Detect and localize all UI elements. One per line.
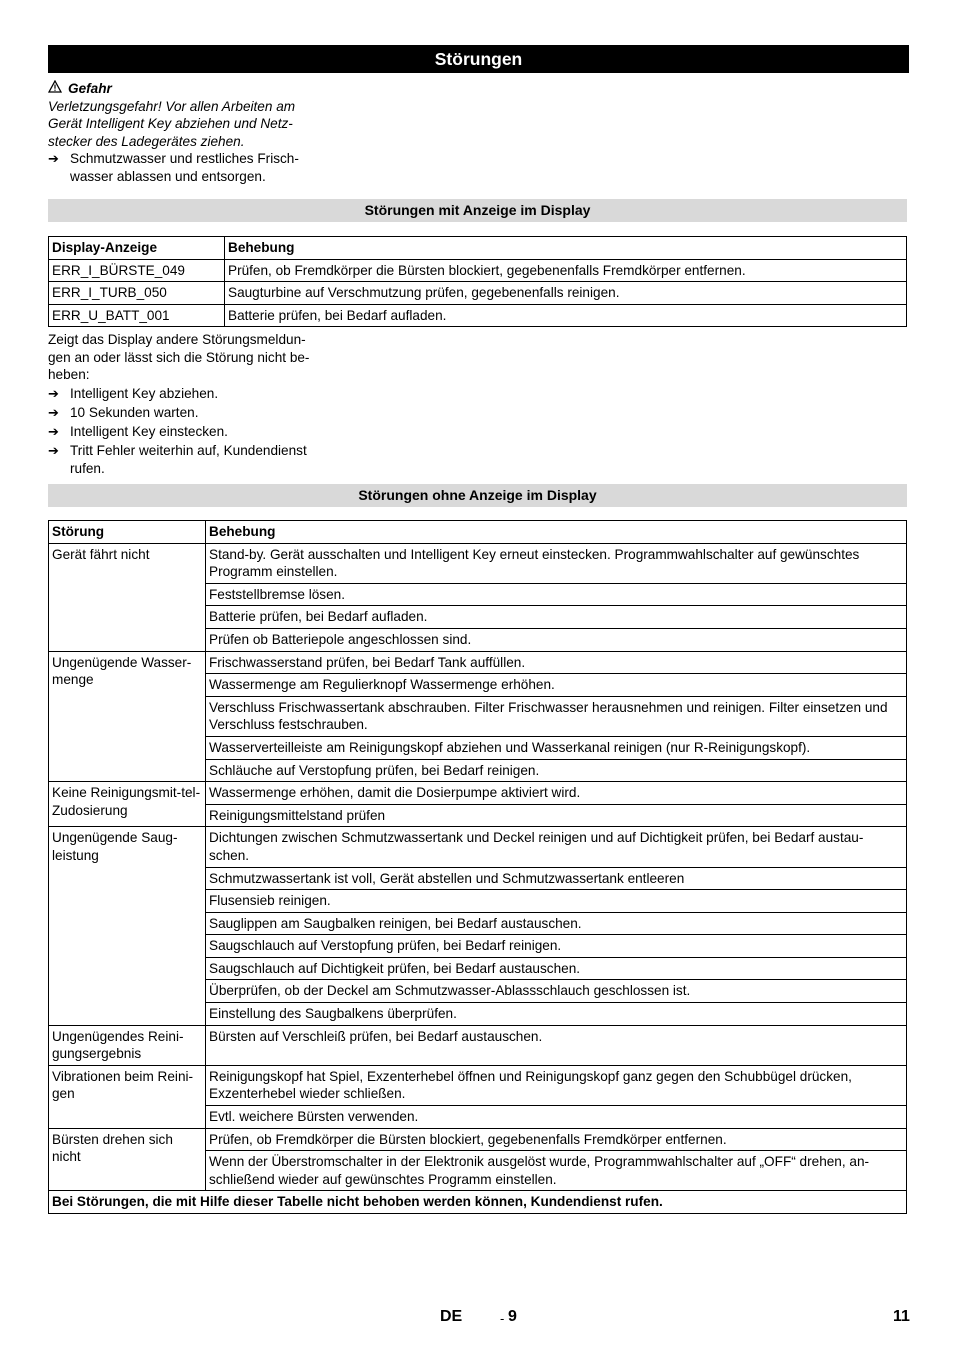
section-heading-display: Störungen mit Anzeige im Display	[48, 199, 907, 222]
remedy-text: Flusensieb reinigen.	[206, 890, 907, 913]
danger-title: Gefahr	[68, 81, 112, 96]
table-row	[49, 259, 907, 282]
remedy-text: Bürsten auf Verschleiß prüfen, bei Bedarf austauschen.	[206, 1025, 907, 1065]
fault-table	[48, 520, 907, 1214]
fault-cell: Ungenügendes Reini-gungsergebnis	[49, 1025, 206, 1065]
remedy-text: Feststellbremse lösen.	[206, 583, 907, 606]
other-errors-block	[48, 331, 324, 477]
step-item	[48, 423, 324, 441]
danger-step	[48, 150, 324, 185]
fault-cell: Ungenügende Wasser-menge	[49, 651, 206, 782]
danger-text: Verletzungsgefahr! Vor allen Arbeiten am Gerät Intelligent Key abziehen und Netz-stecker des Ladegerätes ziehen.	[48, 98, 296, 149]
display-code: ERR_I_BÜRSTE_049	[49, 259, 225, 282]
remedy-text: Batterie prüfen, bei Bedarf aufladen.	[225, 304, 907, 327]
remedy-text: Saugschlauch auf Verstopfung prüfen, bei Bedarf reinigen.	[206, 935, 907, 958]
arrow-right-icon: ➔	[48, 151, 59, 167]
table-row	[49, 651, 907, 674]
remedy-text: Reinigungskopf hat Spiel, Exzenterhebel öffnen und Reinigungskopf ganz gegen den Schubbügel drücken, Exzenterhebel wieder schließen.	[206, 1065, 907, 1105]
arrow-right-icon: ➔	[48, 404, 59, 420]
fault-cell: Ungenügende Saug-leistung	[49, 827, 206, 1025]
remedy-text: Saugschlauch auf Dichtigkeit prüfen, bei Bedarf austauschen.	[206, 957, 907, 980]
remedy-text: Frischwasserstand prüfen, bei Bedarf Tank auffüllen.	[206, 651, 907, 674]
fault-cell: Bürsten drehen sich nicht	[49, 1128, 206, 1191]
remedy-text: Saugturbine auf Verschmutzung prüfen, gegebenenfalls reinigen.	[225, 282, 907, 305]
table-row	[49, 282, 907, 305]
step-text: Intelligent Key abziehen.	[70, 385, 219, 401]
remedy-text: Wasserverteilleiste am Reinigungskopf abziehen und Wasserkanal reinigen (nur R-Reinigungskopf).	[206, 736, 907, 759]
remedy-text: Sauglippen am Saugbalken reinigen, bei Bedarf austauschen.	[206, 912, 907, 935]
table-row	[49, 1065, 907, 1105]
arrow-right-icon: ➔	[48, 423, 59, 439]
table-row	[49, 827, 907, 867]
step-item	[48, 385, 324, 403]
table-row	[49, 304, 907, 327]
table-row	[49, 1025, 907, 1065]
remedy-text: Batterie prüfen, bei Bedarf aufladen.	[206, 606, 907, 629]
remedy-text: Überprüfen, ob der Deckel am Schmutzwasser-Ablassschlauch geschlossen ist.	[206, 980, 907, 1003]
remedy-text: Reinigungsmittelstand prüfen	[206, 804, 907, 827]
remedy-text: Wenn der Überstromschalter in der Elektronik ausgelöst wurde, Programmwahlschalter auf „OFF“ drehen, an-schließend wieder auf gewünschtes Programm einstellen.	[206, 1151, 907, 1191]
footer-separator: -	[500, 1311, 505, 1326]
other-errors-intro: Zeigt das Display andere Störungsmeldun-gen an oder lässt sich die Störung nicht be-heben:	[48, 332, 310, 383]
step-text: 10 Sekunden warten.	[70, 404, 199, 420]
table-row	[49, 543, 907, 583]
table-footer-row	[49, 1191, 907, 1214]
remedy-text: Schmutzwassertank ist voll, Gerät abstellen und Schmutzwassertank entleeren	[206, 867, 907, 890]
step-item	[48, 404, 324, 422]
danger-step-text: Schmutzwasser und restliches Frisch-wasser ablassen und entsorgen.	[70, 151, 299, 184]
danger-block	[48, 80, 324, 186]
remedy-text: Prüfen ob Batteriepole angeschlossen sind.	[206, 628, 907, 651]
remedy-text: Dichtungen zwischen Schmutzwassertank und Deckel reinigen und auf Dichtigkeit prüfen, bei Bedarf austau-schen.	[206, 827, 907, 867]
service-note: Bei Störungen, die mit Hilfe dieser Tabelle nicht behoben werden können, Kundendienst rufen.	[49, 1191, 907, 1214]
page-title: Störungen	[48, 45, 909, 73]
section-heading-no-display: Störungen ohne Anzeige im Display	[48, 484, 907, 507]
remedy-text: Prüfen, ob Fremdkörper die Bürsten blockiert, gegebenenfalls Fremdkörper entfernen.	[225, 259, 907, 282]
table-row	[49, 782, 907, 805]
column-header: Behebung	[225, 237, 907, 260]
arrow-right-icon: ➔	[48, 385, 59, 401]
remedy-text: Verschluss Frischwassertank abschrauben. Filter Frischwasser herausnehmen und reinigen. Filter einsetzen und Verschluss festschrauben.	[206, 696, 907, 736]
table-header-row	[49, 237, 907, 260]
step-item	[48, 442, 324, 477]
step-text: Intelligent Key einstecken.	[70, 423, 228, 439]
remedy-text: Evtl. weichere Bürsten verwenden.	[206, 1106, 907, 1129]
remedy-text: Stand-by. Gerät ausschalten und Intelligent Key erneut einstecken. Programmwahlschalter auf gewünschtes Programm einstellen.	[206, 543, 907, 583]
remedy-text: Wassermenge erhöhen, damit die Dosierpumpe aktiviert wird.	[206, 782, 907, 805]
danger-heading	[48, 80, 324, 98]
fault-cell: Gerät fährt nicht	[49, 543, 206, 651]
footer-page-number: 11	[893, 1308, 910, 1325]
display-error-table	[48, 236, 907, 327]
fault-cell: Keine Reinigungsmit-tel-Zudosierung	[49, 782, 206, 827]
step-text: Tritt Fehler weiterhin auf, Kundendienst rufen.	[70, 443, 307, 476]
arrow-right-icon: ➔	[48, 443, 59, 459]
remedy-text: Prüfen, ob Fremdkörper die Bürsten blockiert, gegebenenfalls Fremdkörper entfernen.	[206, 1128, 907, 1151]
column-header: Display-Anzeige	[49, 237, 225, 260]
remedy-text: Schläuche auf Verstopfung prüfen, bei Bedarf reinigen.	[206, 759, 907, 782]
remedy-text: Einstellung des Saugbalkens überprüfen.	[206, 1003, 907, 1026]
footer-local-page: 9	[508, 1308, 517, 1325]
warning-triangle-icon	[48, 80, 62, 98]
column-header: Störung	[49, 521, 206, 544]
fault-cell: Vibrationen beim Reini-gen	[49, 1065, 206, 1128]
table-header-row	[49, 521, 907, 544]
table-row	[49, 1128, 907, 1151]
display-code: ERR_U_BATT_001	[49, 304, 225, 327]
remedy-text: Wassermenge am Regulierknopf Wassermenge erhöhen.	[206, 674, 907, 697]
footer-language: DE	[440, 1308, 463, 1325]
column-header: Behebung	[206, 521, 907, 544]
display-code: ERR_I_TURB_050	[49, 282, 225, 305]
